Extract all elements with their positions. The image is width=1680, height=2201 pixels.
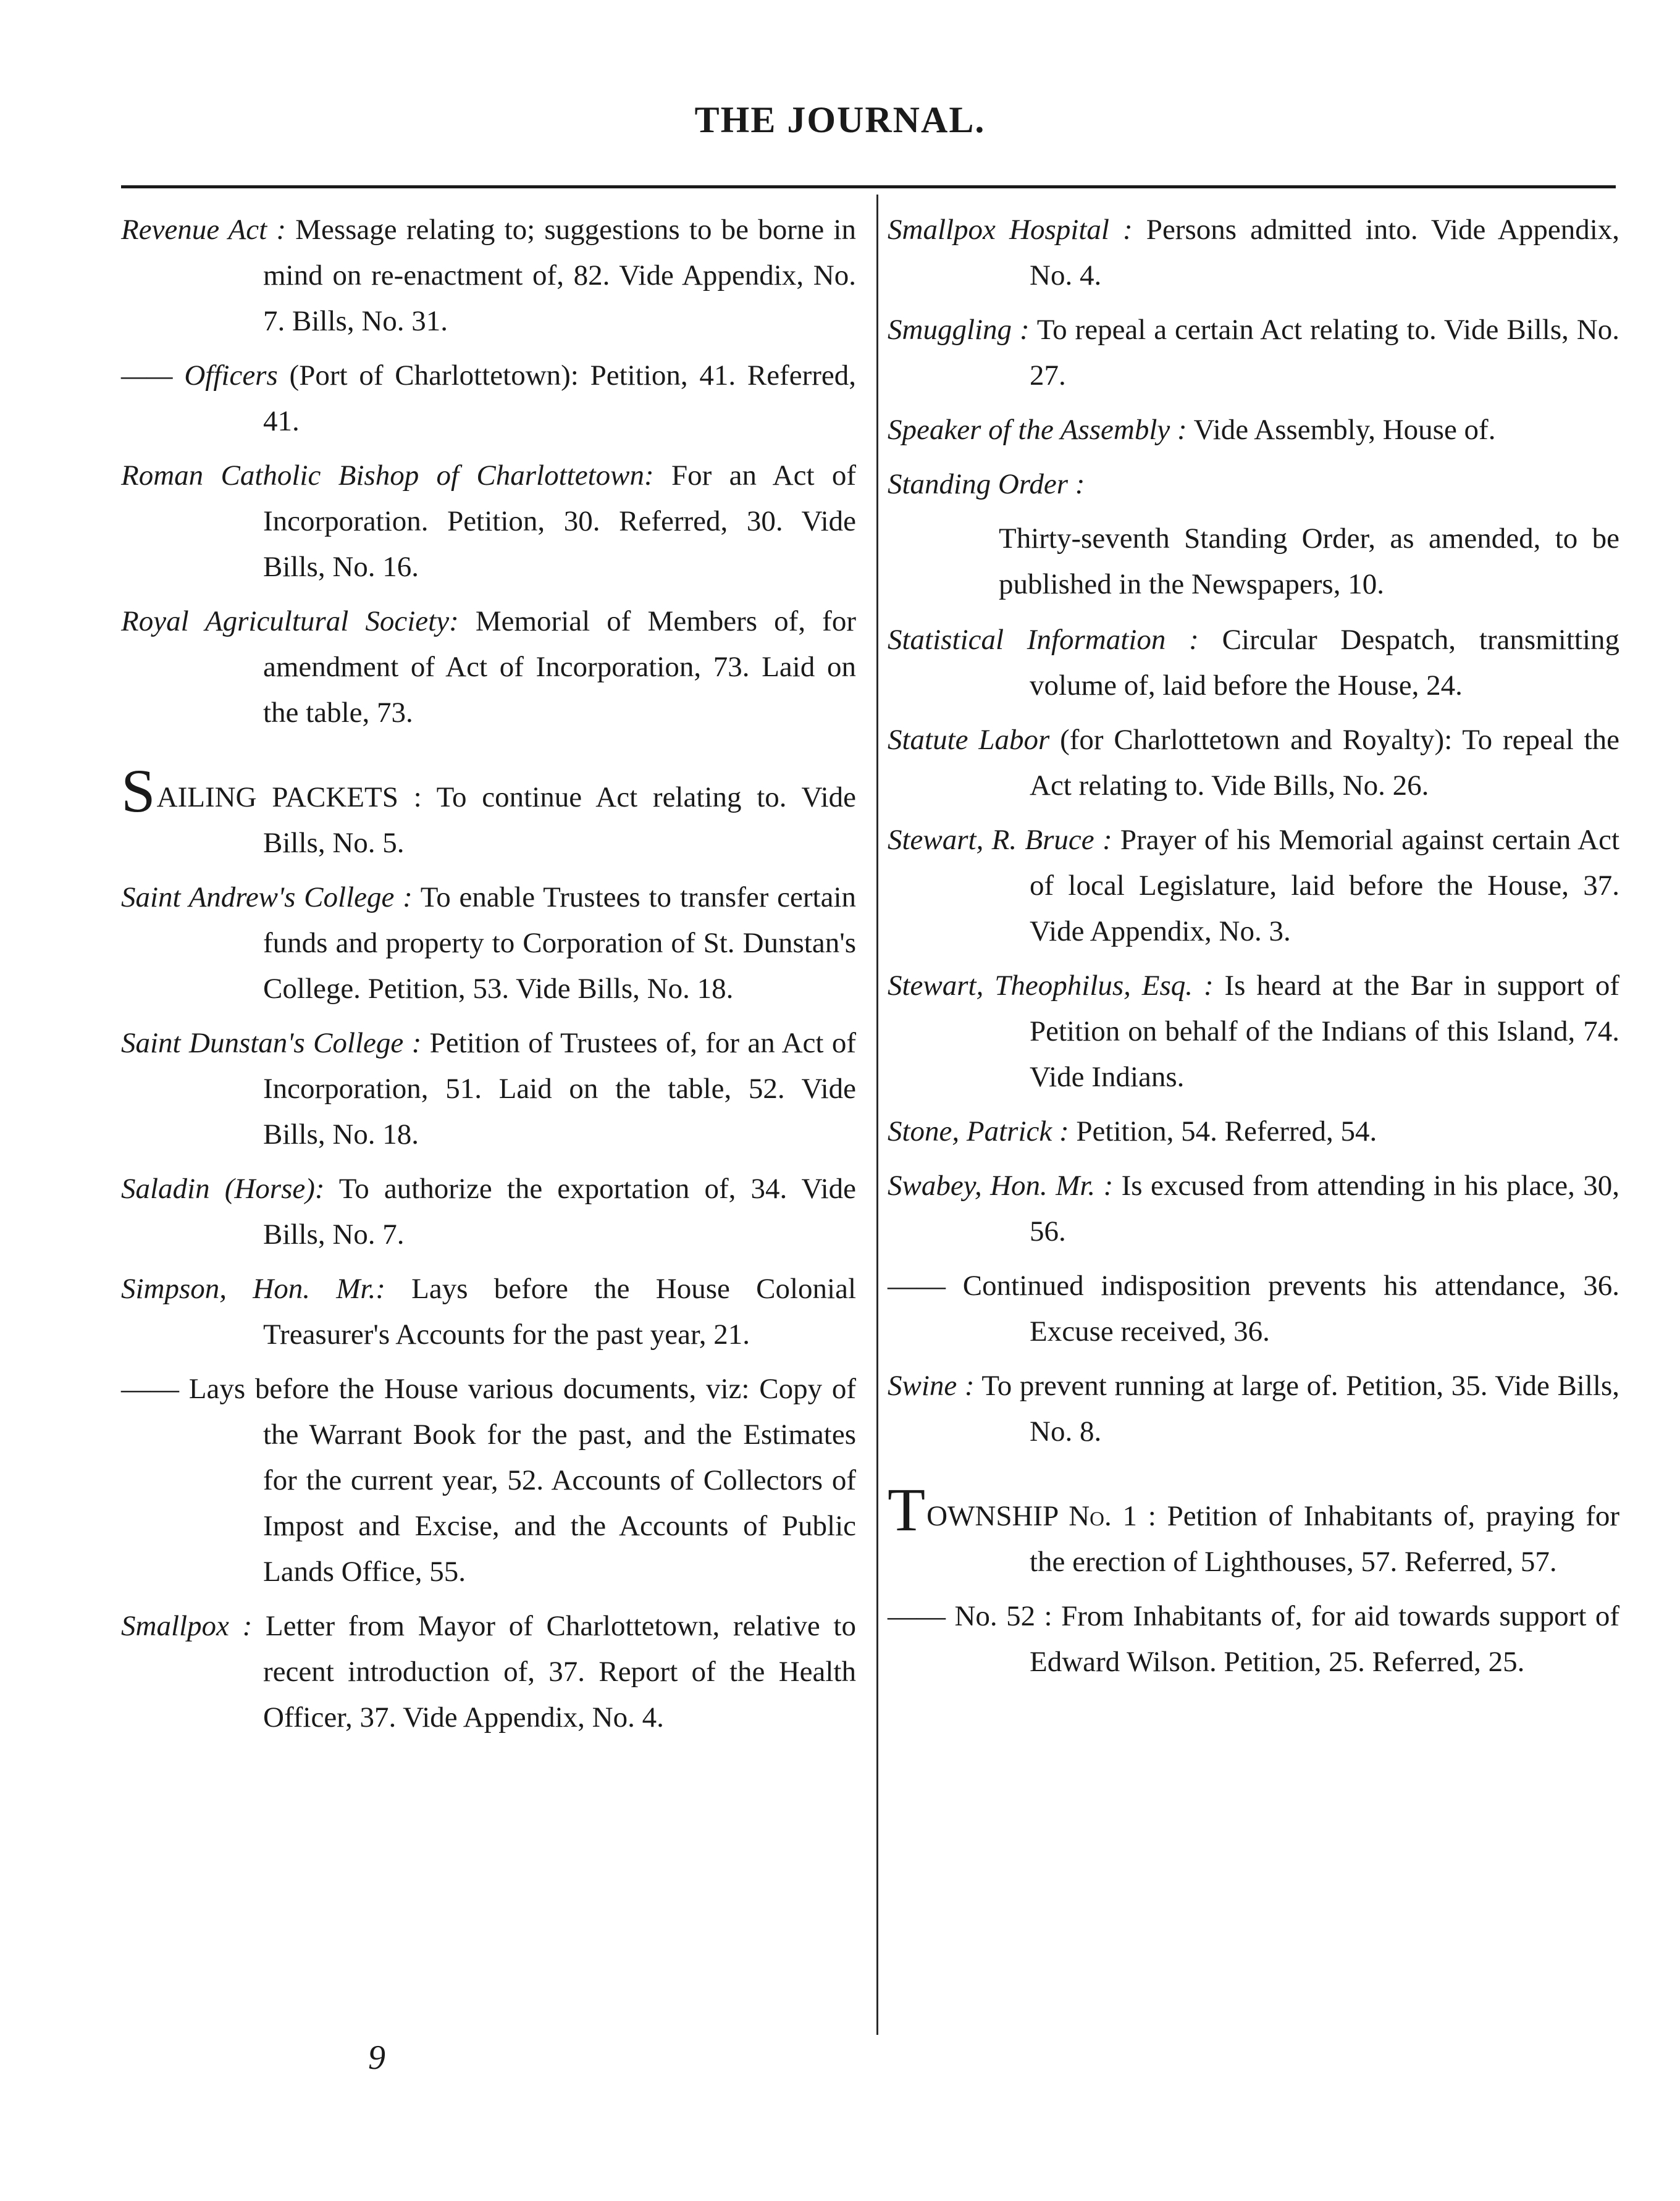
entry-heading: —— [888,1270,946,1302]
index-entry [888,1593,1619,1685]
index-entry [121,207,856,344]
entry-heading: —— [121,1373,179,1405]
index-entry [888,1263,1619,1354]
entry-text: Lays before the House Colonial Treasurer's Accounts for the past year, 21. [263,1273,857,1351]
entry-text: To prevent running at large of. Petition, 35. Vide Bills, No. 8. [974,1370,1620,1448]
entry-text: To enable Trustees to transfer certain funds and property to Corporation of St. Dunstan's College. Petition, 53. Vide Bills, No. 18. [263,881,857,1005]
entry-heading: Revenue Act : [121,214,286,246]
index-entry [121,757,856,866]
entry-heading: Stone, Patrick : [888,1115,1069,1147]
index-entry [888,1475,1619,1585]
entry-heading: Saint Andrew's College : [121,881,413,913]
entry-heading: —— No. 52 : [888,1600,1052,1632]
column-divider [876,195,878,2035]
index-entry [121,874,856,1012]
entry-text: Letter from Mayor of Charlottetown, relative to recent introduction of, 37. Report of the Health Officer, 37. Vide Appendix, No. 4. [252,1610,856,1734]
entry-heading: Standing Order : [888,468,1085,500]
entry-text: Is excused from attending in his place, 30, 56. [1030,1170,1619,1247]
right-column [888,207,1619,1693]
index-entry [888,1163,1619,1254]
index-entry [888,1109,1619,1154]
entry-text: Memorial of Members of, for amendment of Act of Incorporation, 73. Laid on the table, 73. [263,605,856,729]
index-entry [121,353,856,444]
index-entry [121,1266,856,1357]
entry-heading: Roman Catholic Bishop of Charlottetown: [121,459,654,492]
entry-heading: OWNSHIP No. 1 : [926,1500,1156,1532]
entry-text: Lays before the House various documents, viz: Copy of the Warrant Book for the past, and the Estimates for the current year, 52. Accounts of Collectors of Impost and Excise, and the Accounts of Public Lands Office, 55. [179,1373,856,1588]
index-entry [121,1020,856,1157]
entry-heading: —— Officers [121,359,278,392]
entry-heading: Statistical Information : [888,624,1199,656]
entry-text: Circular Despatch, transmitting volume of, laid before the House, 24. [1030,624,1620,702]
entry-text: Petition, 54. Referred, 54. [1069,1115,1377,1147]
page-number: 9 [368,2039,385,2077]
entry-text: From Inhabitants of, for aid towards support of Edward Wilson. Petition, 25. Referred, 25. [1030,1600,1619,1678]
page-title: THE JOURNAL. [694,99,986,140]
entry-heading: Stewart, Theophilus, Esq. : [888,970,1214,1002]
index-entry [888,407,1619,453]
entry-text: To repeal a certain Act relating to. Vide Bills, No. 27. [1029,314,1619,392]
index-entry [888,1363,1619,1454]
header-rule [121,185,1616,188]
entry-heading: Simpson, Hon. Mr.: [121,1273,385,1305]
entry-text: Petition of Inhabitants of, praying for the erection of Lighthouses, 57. Referred, 57. [1030,1500,1619,1578]
entry-text: Is heard at the Bar in support of Petition on behalf of the Indians of this Island, 74. Vide Indians. [1030,970,1619,1093]
entry-text: Continued indisposition prevents his attendance, 36. Excuse received, 36. [946,1270,1619,1348]
index-entry [888,717,1619,808]
entry-text: Persons admitted into. Vide Appendix, No. 4. [1030,214,1619,291]
entry-heading: Saint Dunstan's College : [121,1027,422,1059]
entry-text: For an Act of Incorporation. Petition, 30. Referred, 30. Vide Bills, No. 16. [263,459,856,583]
index-entry [121,1166,856,1257]
index-entry [888,307,1619,398]
index-entry [888,207,1619,298]
drop-cap: T [888,1475,926,1544]
entry-heading: Statute Labor [888,724,1050,756]
index-entry [888,817,1619,954]
index-entry [888,963,1619,1100]
entry-text: (for Charlottetown and Royalty): To repeal the Act relating to. Vide Bills, No. 26. [1030,724,1619,802]
entry-text: (Port of Charlottetown): Petition, 41. Referred, 41. [263,359,857,437]
entry-heading: Smallpox : [121,1610,253,1642]
drop-cap: S [121,757,156,825]
entry-text: To continue Act relating to. Vide Bills, No. 5. [263,781,856,859]
entry-text: Prayer of his Memorial against certain Act of local Legislature, laid before the House, 37. Vide Appendix, No. 3. [1030,824,1620,947]
left-column [121,207,856,1749]
index-entry [888,617,1619,708]
entry-heading: Saladin (Horse): [121,1173,325,1205]
entry-heading: Swine : [888,1370,975,1402]
index-entry [888,461,1619,507]
entry-heading: Stewart, R. Bruce : [888,824,1112,856]
entry-heading: AILING PACKETS : [156,781,422,813]
entry-text: Petition of Trustees of, for an Act of Incorporation, 51. Laid on the table, 52. Vide Bills, No. 18. [263,1027,856,1151]
entry-text: Vide Assembly, House of. [1186,414,1496,446]
entry-heading: Royal Agricultural Society: [121,605,459,637]
index-entry [121,1603,856,1740]
entry-heading: Swabey, Hon. Mr. : [888,1170,1114,1202]
entry-heading: Smuggling : [888,314,1030,346]
index-subentry: Thirty-seventh Standing Order, as amended, to be published in the Newspapers, 10. [999,522,1619,600]
entry-text: To authorize the exportation of, 34. Vide Bills, No. 7. [263,1173,856,1251]
index-entry [121,1366,856,1595]
entry-heading: Smallpox Hospital : [888,214,1133,246]
index-entry [121,598,856,736]
entry-text: Message relating to; suggestions to be borne in mind on re-enactment of, 82. Vide Appendix, No. 7. Bills, No. 31. [263,214,856,337]
index-entry [121,453,856,590]
entry-heading: Speaker of the Assembly : [888,414,1187,446]
